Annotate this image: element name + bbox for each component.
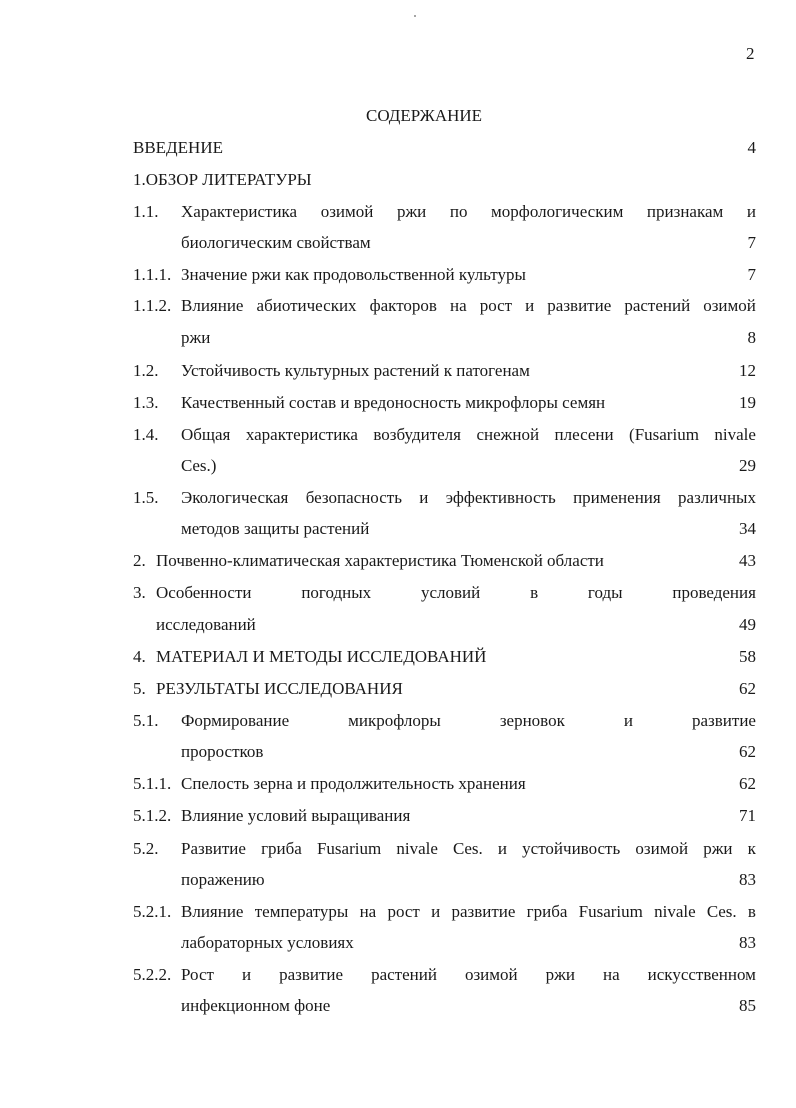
- toc-entry-word: nivale: [396, 839, 438, 858]
- toc-entry-word: и: [431, 902, 441, 921]
- toc-entry-word: озимой: [320, 202, 374, 221]
- toc-entry-number: 5.2.2.: [133, 965, 172, 984]
- toc-entry-number: 1.1.: [133, 202, 159, 221]
- toc-entry-word: растений: [624, 296, 691, 315]
- toc-entry-word: факторов: [369, 296, 437, 315]
- toc-entry-word: Общая: [181, 425, 231, 444]
- toc-entry-word: и: [623, 711, 633, 730]
- toc-entry-text-continued: поражению: [181, 870, 265, 889]
- toc-entry-justified-line: [181, 902, 756, 922]
- toc-entry-number: 4.: [133, 647, 146, 666]
- toc-entry-page: 4: [747, 138, 756, 157]
- toc-entry-text-continued: ржи: [181, 328, 211, 347]
- toc-entry-page: 7: [747, 233, 756, 252]
- toc-entry-word: (Fusarium: [629, 425, 699, 444]
- toc-entry-word: безопасность: [305, 488, 402, 507]
- toc-entry-page: 29: [739, 456, 756, 475]
- toc-entry-text: Значение ржи как продовольственной культуры: [181, 265, 526, 284]
- toc-entry-word: плесени: [554, 425, 614, 444]
- toc-entry-text: РЕЗУЛЬТАТЫ ИССЛЕДОВАНИЯ: [156, 679, 403, 698]
- toc-entry-word: в: [530, 583, 539, 602]
- toc-entry-page: 34: [739, 519, 756, 538]
- toc-entry-word: температуры: [254, 902, 349, 921]
- toc-entry-number: 2.: [133, 551, 146, 570]
- toc-entry-word: ржи: [545, 965, 575, 984]
- toc-entry-number: 5.2.: [133, 839, 159, 858]
- toc-entry-page: 62: [739, 774, 756, 793]
- toc-entry-word: Формирование: [181, 711, 290, 730]
- toc-entry-word: проведения: [672, 583, 756, 602]
- toc-entry-word: Влияние: [181, 902, 244, 921]
- toc-entry-text-continued: исследований: [156, 615, 256, 634]
- toc-entry-number: 1.4.: [133, 425, 159, 444]
- toc-entry-word: к: [747, 839, 756, 858]
- toc-entry-word: рост: [387, 902, 420, 921]
- toc-entry-page: 85: [739, 996, 756, 1015]
- toc-entry-text-continued: методов защиты растений: [181, 519, 370, 538]
- toc-entry-word: развитие: [279, 965, 344, 984]
- toc-entry-text-continued: Ces.): [181, 456, 217, 475]
- toc-entry-word: ржи: [396, 202, 427, 221]
- toc-entry-word: Характеристика: [181, 202, 298, 221]
- toc-entry-justified-line: [181, 425, 756, 445]
- toc-entry-justified-line: [181, 965, 756, 985]
- toc-entry-justified-line: [181, 488, 756, 508]
- toc-entry-page: 7: [747, 265, 756, 284]
- toc-entry-page: 43: [739, 551, 756, 570]
- toc-entry-text: 1.ОБЗОР ЛИТЕРАТУРЫ: [133, 170, 312, 189]
- toc-entry-word: растений: [371, 965, 437, 984]
- toc-entry-text: ВВЕДЕНИЕ: [133, 138, 223, 157]
- toc-entry-word: искусственном: [647, 965, 756, 984]
- toc-entry-page: 62: [739, 679, 756, 698]
- toc-entry-word: микрофлоры: [348, 711, 441, 730]
- toc-entry-justified-line: [181, 839, 756, 859]
- toc-entry-word: озимой: [464, 965, 518, 984]
- toc-entry-word: признакам: [646, 202, 724, 221]
- toc-entry-text: МАТЕРИАЛ И МЕТОДЫ ИССЛЕДОВАНИЙ: [156, 647, 487, 666]
- toc-entry-word: Развитие: [181, 839, 246, 858]
- toc-entry-word: nivale: [654, 902, 696, 921]
- toc-entry-word: характеристика: [245, 425, 358, 444]
- toc-entry-word: озимой: [703, 296, 756, 315]
- toc-entry-word: устойчивость: [522, 839, 621, 858]
- toc-entry-word: применения: [573, 488, 661, 507]
- toc-entry-word: по: [449, 202, 468, 221]
- toc-entry-word: Особенности: [156, 583, 252, 602]
- toc-entry-word: Ces.: [706, 902, 737, 921]
- toc-entry-word: Ces.: [453, 839, 483, 858]
- toc-entry-word: различных: [678, 488, 756, 507]
- page-number: 2: [746, 44, 755, 63]
- scan-artifact: [414, 15, 416, 17]
- toc-entry-word: развитие: [547, 296, 612, 315]
- toc-entry-text: Влияние условий выращивания: [181, 806, 411, 825]
- toc-entry-number: 5.1.1.: [133, 774, 172, 793]
- toc-entry-word: на: [359, 902, 377, 921]
- toc-entry-page: 49: [739, 615, 756, 634]
- toc-entry-text: Качественный состав и вредоносность микрофлоры семян: [181, 393, 606, 412]
- toc-entry-word: снежной: [476, 425, 540, 444]
- toc-entry-number: 5.1.2.: [133, 806, 172, 825]
- toc-entry-page: 8: [747, 328, 756, 347]
- toc-entry-text: Устойчивость культурных растений к патогенам: [181, 361, 530, 380]
- toc-entry-word: Экологическая: [181, 488, 289, 507]
- toc-entry-number: 1.1.2.: [133, 296, 172, 315]
- toc-entry-word: Fusarium: [316, 839, 382, 858]
- toc-entry-word: развитие: [451, 902, 516, 921]
- toc-entry-justified-line: [181, 202, 756, 222]
- toc-entry-number: 1.5.: [133, 488, 159, 507]
- toc-entry-word: и: [241, 965, 252, 984]
- toc-entry-number: 5.1.: [133, 711, 159, 730]
- toc-entry-text-continued: биологическим свойствам: [181, 233, 371, 252]
- toc-entry-number: 1.2.: [133, 361, 159, 380]
- toc-entry-justified-line: [181, 296, 756, 316]
- toc-entry-page: 12: [739, 361, 756, 380]
- toc-entry-word: Рост: [181, 965, 214, 984]
- toc-entry-word: ржи: [703, 839, 733, 858]
- toc-entry-word: Fusarium: [578, 902, 643, 921]
- toc-entry-word: годы: [587, 583, 623, 602]
- toc-entry-word: и: [419, 488, 429, 507]
- toc-entry-page: 19: [739, 393, 756, 412]
- toc-entry-number: 1.3.: [133, 393, 159, 412]
- toc-entry-justified-line: [156, 583, 756, 603]
- toc-entry-word: гриба: [526, 902, 568, 921]
- toc-entry-page: 83: [739, 933, 756, 952]
- toc-entry-page: 83: [739, 870, 756, 889]
- toc-entry-text-continued: лабораторных условиях: [181, 933, 354, 952]
- toc-entry-number: 1.1.1.: [133, 265, 172, 284]
- toc-entry-text: Почвенно-климатическая характеристика Тюменской области: [156, 551, 604, 570]
- toc-entry-word: морфологическим: [491, 202, 624, 221]
- toc-entry-word: Влияние: [181, 296, 244, 315]
- toc-entry-word: гриба: [261, 839, 302, 858]
- toc-entry-word: зерновок: [499, 711, 565, 730]
- toc-entry-word: эффективность: [445, 488, 556, 507]
- toc-entry-word: и: [497, 839, 508, 858]
- toc-entry-word: nivale: [714, 425, 756, 444]
- toc-entry-page: 62: [739, 742, 756, 761]
- toc-entry-text-continued: инфекционном фоне: [181, 996, 331, 1015]
- toc-entry-number: 5.2.1.: [133, 902, 172, 921]
- toc-entry-page: 71: [739, 806, 756, 825]
- toc-entry-word: развитие: [692, 711, 756, 730]
- toc-entry-word: погодных: [301, 583, 372, 602]
- toc-entry-word: абиотических: [256, 296, 357, 315]
- toc-entry-word: в: [747, 902, 756, 921]
- toc-entry-word: возбудителя: [373, 425, 461, 444]
- toc-entry-text-continued: проростков: [181, 742, 264, 761]
- toc-entry-number: 5.: [133, 679, 146, 698]
- toc-entry-word: и: [746, 202, 756, 221]
- toc-entry-word: на: [602, 965, 620, 984]
- toc-entry-word: рост: [479, 296, 513, 315]
- toc-entry-word: озимой: [635, 839, 689, 858]
- toc-entry-word: на: [449, 296, 467, 315]
- toc-entry-justified-line: [181, 711, 756, 731]
- toc-title: СОДЕРЖАНИЕ: [366, 106, 483, 125]
- toc-entry-number: 3.: [133, 583, 146, 602]
- toc-entry-word: условий: [420, 583, 481, 602]
- toc-entry-page: 58: [739, 647, 756, 666]
- toc-entry-word: и: [525, 296, 535, 315]
- toc-entry-text: Спелость зерна и продолжительность хранения: [181, 774, 526, 793]
